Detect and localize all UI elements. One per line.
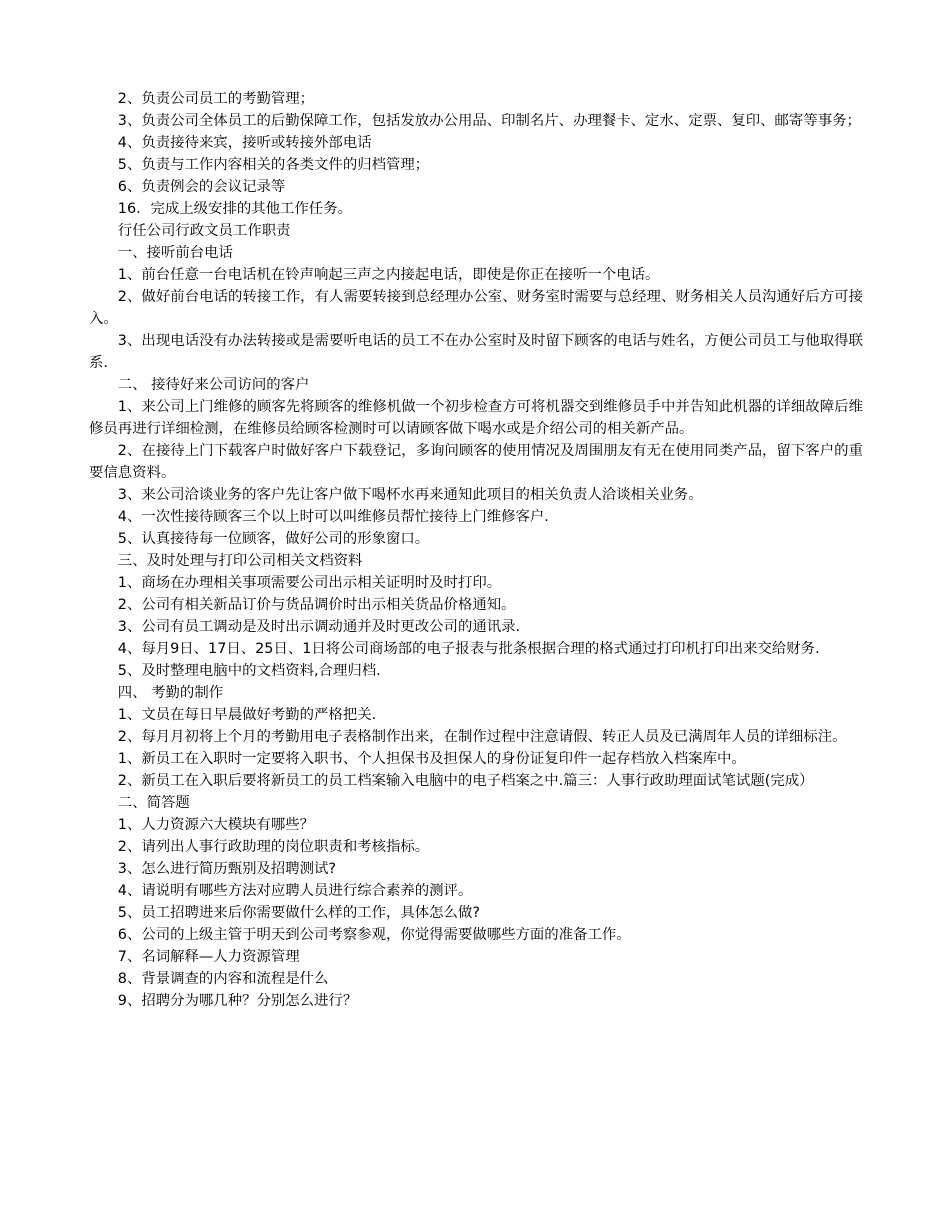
section-title: 行任公司行政文员工作职责 [117, 223, 291, 239]
paragraph: 2、每月月初将上个月的考勤用电子表格制作出来，在制作过程中注意请假、转正人员及已满周年人员的详细标注。 [117, 729, 847, 745]
paragraph: 6、负责例会的会议记录等 [117, 179, 286, 195]
paragraph: 5、及时整理电脑中的文档资料,合理归档. [117, 663, 381, 679]
paragraph: 1、文员在每日早晨做好考勤的严格把关. [117, 707, 377, 723]
paragraph: 1、前台任意一台电话机在铃声响起三声之内接起电话，即使是你正在接听一个电话。 [117, 267, 660, 283]
paragraph: 2、在接待上门下载客户时做好客户下载登记，多询问顾客的使用情况及周围朋友有无在使用同类产品，留下客户的重要信息资料。 [89, 443, 863, 481]
question-item: 2、请列出人事行政助理的岗位职责和考核指标。 [117, 839, 430, 855]
paragraph: 2、负责公司员工的考勤管理； [117, 91, 315, 107]
paragraph: 5、负责与工作内容相关的各类文件的归档管理； [117, 157, 430, 173]
question-item: 9、招聘分为哪几种？分别怎么进行？ [117, 993, 358, 1009]
question-item: 5、员工招聘进来后你需要做什么样的工作，具体怎么做? [117, 905, 480, 921]
section-heading: 三、及时处理与打印公司相关文档资料 [117, 553, 363, 569]
section-heading: 二、简答题 [117, 795, 190, 811]
section-heading: 二、 接待好来公司访问的客户 [117, 377, 310, 393]
paragraph: 3、负责公司全体员工的后勤保障工作，包括发放办公用品、印制名片、办理餐卡、定水、定票、复印、邮寄等事务； [117, 113, 861, 129]
paragraph: 3、来公司洽谈业务的客户先让客户做下喝杯水再来通知此项目的相关负责人洽谈相关业务。 [117, 487, 703, 503]
paragraph: 3、出现电话没有办法转接或是需要听电话的员工不在办公室时及时留下顾客的电话与姓名，方便公司员工与他取得联系. [89, 333, 863, 371]
section-heading: 四、 考勤的制作 [117, 685, 224, 701]
paragraph: 2、公司有相关新品订价与货品调价时出示相关货品价格通知。 [117, 597, 516, 613]
paragraph: 1、商场在办理相关事项需要公司出示相关证明时及时打印。 [117, 575, 502, 591]
section-heading: 一、接听前台电话 [117, 245, 233, 261]
paragraph: 1、新员工在入职时一定要将入职书、个人担保书及担保人的身份证复印件一起存档放入档案库中。 [117, 751, 746, 767]
paragraph: 4、每月9日、17日、25日、1日将公司商场部的电子报表与批条根据合理的格式通过打印机打印出来交给财务. [117, 641, 820, 657]
paragraph: 2、做好前台电话的转接工作，有人需要转接到总经理办公室、财务室时需要与总经理、财务相关人员沟通好后方可接入。 [89, 289, 863, 327]
paragraph: 5、认真接待每一位顾客，做好公司的形象窗口。 [117, 531, 430, 547]
document-body [89, 88, 863, 1012]
paragraph: 3、公司有员工调动是及时出示调动通并及时更改公司的通讯录. [117, 619, 521, 635]
question-item: 6、公司的上级主管于明天到公司考察参观，你觉得需要做哪些方面的准备工作。 [117, 927, 631, 943]
question-item: 3、怎么进行简历甄别及招聘测试? [117, 861, 337, 877]
question-item: 7、名词解释—人力资源管理 [117, 949, 300, 965]
paragraph: 2、新员工在入职后要将新员工的员工档案输入电脑中的电子档案之中.篇三：人事行政助理面试笔试题(完成） [117, 773, 814, 789]
paragraph: 4、一次性接待顾客三个以上时可以叫维修员帮忙接待上门维修客户. [117, 509, 549, 525]
question-item: 4、请说明有哪些方法对应聘人员进行综合素养的测评。 [117, 883, 473, 899]
paragraph: 4、负责接待来宾，接听或转接外部电话 [117, 135, 372, 151]
paragraph: 16．完成上级安排的其他工作任务。 [117, 201, 352, 217]
question-item: 1、人力资源六大模块有哪些？ [117, 817, 315, 833]
question-item: 8、背景调查的内容和流程是什么 [117, 971, 329, 987]
paragraph: 1、来公司上门维修的顾客先将顾客的维修机做一个初步检查方可将机器交到维修员手中并告知此机器的详细故障后维修员再进行详细检测，在维修员给顾客检测时可以请顾客做下喝水或是介绍公司的相关新产品。 [89, 399, 863, 437]
